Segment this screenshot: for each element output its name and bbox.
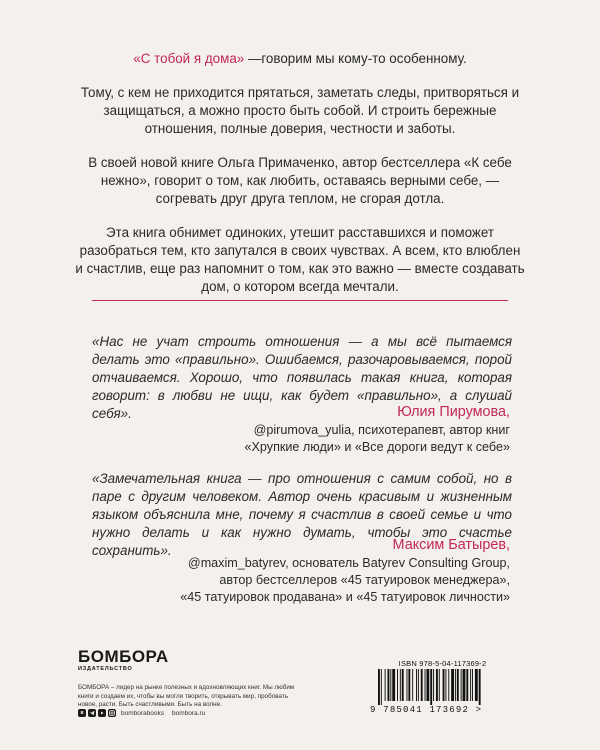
- barcode-bar: [430, 669, 432, 705]
- review-author-1: [245, 403, 511, 456]
- ean-left-group: 785041: [383, 705, 423, 715]
- review-author-1-name: Юлия Пирумова,: [397, 404, 510, 420]
- barcode-bar: [479, 669, 481, 705]
- divider-line: [92, 300, 508, 301]
- barcode-bar: [472, 669, 473, 701]
- barcode-bar: [392, 669, 395, 701]
- review-author-2: [180, 536, 510, 606]
- review-author-2-role-1: @maxim_batyrev, основатель Batyrev Consulting Group,: [187, 556, 510, 570]
- isbn-barcode: [370, 659, 515, 716]
- annotation: [75, 50, 525, 312]
- youtube-icon: [98, 709, 106, 717]
- review-author-2-role-2: автор бестселлеров «45 татуировок менеджера»,: [219, 573, 510, 587]
- publisher-logo-subtitle: ИЗДАТЕЛЬСТВО: [78, 666, 133, 672]
- review-author-2-role-3: «45 татуировок продавана» и «45 татуировок личности»: [180, 590, 510, 604]
- barcode-bar: [402, 669, 404, 701]
- review-quote-1-text: «Нас не учат строить отношения — а мы всё пытаемся делать это «правильно». Ошибаемся, разочаровываемся, порой отчаиваемся. Хорошо, что появилась такая книга, которая говорит: в любви не ищи, как будет «правильно», а слушай себя».: [92, 334, 512, 421]
- ean-right-group: 173692: [429, 705, 470, 715]
- barcode-bar: [397, 669, 398, 701]
- barcode-bar: [475, 669, 478, 701]
- book-title-accent: «С тобой я дома»: [133, 51, 245, 66]
- barcode-bar: [455, 669, 456, 701]
- barcode-bar: [436, 669, 438, 701]
- review-quote-2-text: «Замечательная книга — про отношения с самим собой, но в паре с другим человеком. Автор очень красивым и жизненным языком объяснила мне, почему я счастлив в своей семье и что нужно делать и как нужно думать, чтобы это счастье сохранить».: [92, 471, 512, 558]
- barcode-bar: [463, 669, 466, 701]
- ean-first-digit: 9: [370, 705, 377, 715]
- barcode-bar: [433, 669, 434, 701]
- barcode-bar: [416, 669, 417, 701]
- ean-digits: [370, 705, 515, 715]
- barcode-bar: [426, 669, 429, 701]
- barcode-bar: [412, 669, 413, 701]
- annotation-paragraph-1: [75, 50, 525, 68]
- publisher-social: [78, 709, 205, 717]
- review-author-1-role-1: @pirumova_yulia, психотерапевт, автор книг: [253, 423, 510, 437]
- barcode-bar: [443, 669, 445, 701]
- barcode-bar: [381, 669, 382, 705]
- barcode-bar: [470, 669, 471, 701]
- telegram-icon: [88, 709, 96, 717]
- barcode-bar: [445, 669, 446, 701]
- review-author-1-role-2: «Хрупкие люди» и «Все дороги ведут к себе»: [244, 440, 510, 454]
- isbn-number: ISBN 978-5-04-117369-2: [398, 659, 487, 668]
- barcode-bar: [421, 669, 423, 701]
- annotation-paragraph-2: Тому, с кем не приходится прятаться, заметать следы, притворяться и защищаться, а можно просто быть собой. И строить бережные отношения, полные доверия, честности и заботы.: [80, 85, 520, 136]
- review-author-2-name: Максим Батырев,: [392, 537, 510, 553]
- ean-end-mark: >: [475, 705, 483, 715]
- annotation-paragraph-3: В своей новой книге Ольга Примаченко, автор бестселлера «К себе нежно», говорит о том, как любить, оставаясь верными себе, — согревать друг друга теплом, не сгорая дотла.: [88, 155, 512, 206]
- barcode-bar: [407, 669, 408, 701]
- website-link[interactable]: bombora.ru: [172, 709, 206, 717]
- annotation-paragraph-4: Эта книга обнимет одиноких, утешит расставшихся и поможет разобраться тем, кто запутался в своих чувствах. А всем, кто влюблен и счастлив, еще раз напомнит о том, как это важно — вместе создавать дом, о котором всегда мечтали.: [75, 225, 525, 294]
- barcode-bar: [418, 669, 419, 701]
- annotation-p1-text: —говорим мы кому-то особенному.: [244, 51, 467, 66]
- publisher-logo-text: БОМБОРА: [78, 647, 169, 666]
- barcode-bar: [461, 669, 462, 701]
- publisher-tagline: БОМБОРА – лидер на рынке полезных и вдохновляющих книг. Мы любим книги и создаем их, чтобы вы могли творить, открывать мир, пробовать новое, расти. Быть счастливыми. Быть на волне.: [78, 684, 295, 708]
- barcode-bars: [370, 669, 515, 705]
- publisher-logo: [78, 648, 169, 673]
- social-handle[interactable]: bomborabooks: [121, 709, 164, 717]
- barcode-bar: [466, 669, 468, 701]
- barcode-bar: [408, 669, 410, 701]
- barcode-bar: [451, 669, 454, 701]
- barcode-bar: [378, 669, 380, 705]
- barcode-bar: [448, 669, 449, 701]
- barcode-bar: [439, 669, 440, 701]
- barcode-bar: [388, 669, 390, 701]
- barcode-bar: [390, 669, 391, 701]
- instagram-icon: [108, 709, 116, 717]
- barcode-bar: [425, 669, 426, 701]
- barcode-bar: [457, 669, 459, 701]
- barcode-bar: [400, 669, 401, 701]
- barcode-bar: [385, 669, 386, 701]
- vk-icon: в: [78, 709, 86, 717]
